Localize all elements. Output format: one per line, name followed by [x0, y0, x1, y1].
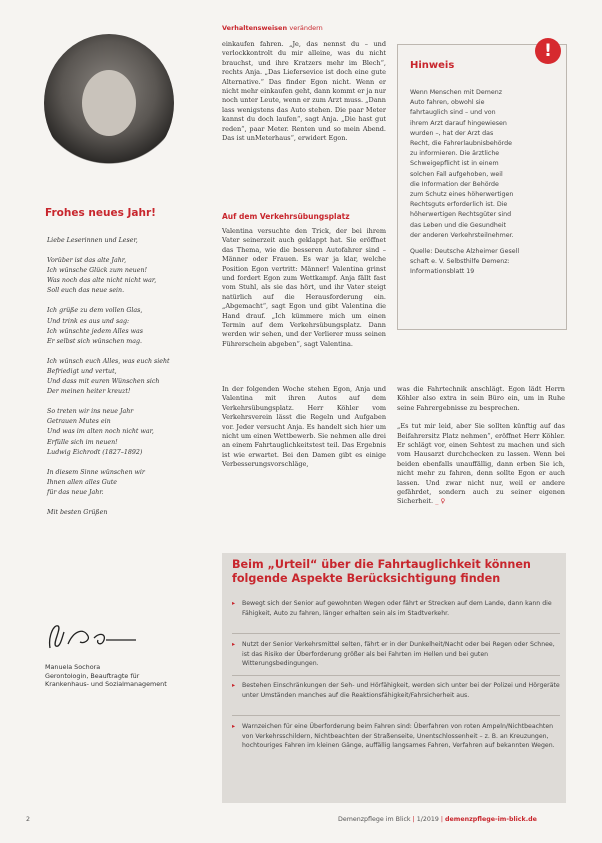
signer-name: Manuela Sochora	[45, 663, 101, 671]
poem-line: Ich grüße zu dem vollen Glas,	[47, 307, 143, 315]
fact-bullet: ▸ Bewegt sich der Senior auf gewohnten Wegen oder fährt er Strecken auf dem Lande, dann kann die Fähigkeit, Auto zu fahren, länger erhalten sein als im Stadtverkehr.	[232, 599, 560, 618]
kicker-section: Verhaltensweisen	[222, 24, 288, 32]
hinweis-line: Rechtsguts erforderlich ist. Die	[410, 201, 508, 209]
fact-bullet: ▸ Bestehen Einschränkungen der Seh- und Hörfähigkeit, werden sich unter bei der Polizei und Hörgeräte unter Umständen manches auf die Reaktionsfähigkeit/Fahrsicherheit aus.	[232, 681, 560, 700]
hinweis-line: der anderen Verkehrsteilnehmer.	[410, 231, 514, 239]
poem-line: Ich wünsch euch Alles, was euch sieht	[47, 357, 170, 365]
fact-box	[222, 553, 566, 803]
signer-role: Gerontologin, Beauftragte für	[45, 671, 140, 680]
end-mark: _ ♀	[435, 497, 446, 506]
salutation: Liebe Leserinnen und Leser,	[47, 237, 138, 244]
closing-line: In diesem Sinne wünschen wir	[47, 468, 145, 476]
page-number: 2	[26, 816, 31, 823]
hinweis-line: Recht, die Fahrerlaubnisbehörde	[410, 140, 513, 148]
poem-line: Und dass mit euren Wünschen sich	[47, 378, 160, 386]
divider	[232, 633, 560, 634]
poem-line: Was noch das alte nicht nicht war,	[47, 277, 157, 285]
kicker-sub: verändern	[289, 24, 323, 32]
article-subhead: Auf dem Verkehrsübungsplatz	[222, 212, 350, 221]
poem-line: Erfülle sich im neuen!	[47, 438, 118, 446]
regards: Mit besten Grüßen	[47, 508, 108, 516]
closing-line: Ihnen allen alles Gute	[47, 478, 118, 486]
footer-issue: 1/2019	[416, 816, 439, 823]
hinweis-line: das Leben und die Gesundheit	[410, 221, 506, 229]
section-kicker	[222, 24, 323, 32]
closing-line: für das neue Jahr.	[47, 488, 104, 496]
poem-author: Ludwig Eichrodt (1827–1892)	[47, 448, 143, 456]
hinweis-line: zu informieren. Die ärztliche	[410, 150, 500, 158]
poem-line: Getrauen Mutes ein	[47, 418, 111, 426]
hinweis-line: Wenn Menschen mit Demenz	[410, 89, 502, 96]
poem-line: Ich wünschte jedem Alles was	[47, 327, 143, 335]
hinweis-source: Informationsblatt 19	[410, 268, 475, 276]
article-column-2	[397, 385, 565, 507]
hinweis-line: wurden –, hat der Arzt das	[410, 129, 494, 137]
handwritten-signature	[44, 618, 140, 654]
hinweis-text	[410, 88, 560, 278]
article-paragraph: „Es tut mir leid, aber Sie sollten künftig auf das Beifahrersitz Platz nehmen“, eröffnet Herr Köhler. Er schlägt vor, einen Sehtest zu machen und sich vom Hausarzt durchchecken zu lassen. Wenn bei beiden ebenfalls unauffällig, dann erben Sie ich, nicht mehr zu fahren, denn sollte Egon er auch lassen. Und zwar nicht nur, weil er andere gefährdet, sondern auch zu seiner eigenen Sicherheit.	[397, 422, 565, 506]
hinweis-line: Schweigepflicht ist in einem	[410, 160, 499, 168]
hinweis-title: Hinweis	[410, 60, 455, 71]
poem-line: So treten wir ins neue Jahr	[47, 408, 134, 416]
article-paragraph: was die Fahrtechnik anschlägt. Egon lädt Herrn Köhler also extra in sein Büro ein, um in Ruhe seine Fahrergebnisse zu besprechen.	[397, 385, 565, 412]
article-paragraph: Valentina versuchte den Trick, der bei ihrem Vater seinerzeit auch geklappt hat. Sie eröffnet das Thema, wie die besseren Autofahrer sind – Männer oder Frauen. Es war ja klar, welche Position Egon vertritt: Männer! Valentina grinst und fordert Egon zum Wettkampf. Anja fällt fast vom Stuhl, als sie das hört, und ihr Vater steigt natürlich auf die Herausforderung ein. „Abgemacht“, sagt Egon und gibt Valentina die Hand drauf. „Ich kümmere mich um einen Termin auf dem Verkehrsübungsplatz. Dann werden wir sehen, und der Verlierer muss seinen Führerschein abgeben“, sagt Valentina.	[222, 227, 386, 348]
footer-line: Demenzpflege im Blick | 1/2019 | demenzpflege-im-blick.de	[338, 816, 537, 823]
fact-bullet: ▸ Warnzeichen für eine Überforderung beim Fahren sind: Überfahren von roten Ampeln/Nichtbeachten von Verkehrsschildern, Nichtbeachten der Straßenseite, Unentschlossenheit – z. B. an Kreuzungen, hochtouriges Fahren im kleinen Gänge, auffällig langsames Fahren, Verfahren auf bekannten Wegen.	[232, 722, 560, 751]
poem-line: Ich wünsche Glück zum neuen!	[47, 267, 148, 275]
hinweis-line: höherwertigen Rechtsgüter sind	[410, 211, 512, 219]
poem-line: Und was im alten noch nicht war,	[47, 428, 154, 436]
hinweis-line: die Information der Behörde	[410, 180, 499, 188]
fact-bullet: ▸ Nutzt der Senior Verkehrsmittel selten, fährt er in der Dunkelheit/Nacht oder bei Regen oder Schnee, ist das Risiko der Überforderung größer als bei Fahrten im Hellen und bei guten Witterungsbedingungen.	[232, 640, 560, 669]
author-photo	[44, 34, 174, 172]
signer-block	[45, 663, 215, 689]
article-column-1-bottom	[222, 385, 386, 479]
hinweis-line: zum Schutz eines höherwertigen	[410, 191, 514, 199]
signer-role: Krankenhaus- und Sozialmanagement	[45, 680, 167, 689]
exclamation-icon: !	[535, 38, 561, 64]
poem-line: Der meinen heiter kreuzt!	[47, 388, 131, 396]
poem-line: Und trink es aus und sag:	[47, 317, 130, 325]
hinweis-line: ihrem Arzt darauf hingewiesen	[410, 119, 507, 127]
hinweis-line: fahrtauglich sind – und von	[410, 109, 496, 117]
hinweis-line: Auto fahren, obwohl sie	[410, 99, 485, 107]
article-column-1-mid	[222, 227, 386, 358]
fact-box-title: Beim „Urteil“ über die Fahrtauglichkeit können folgende Aspekte Berücksichtigung finden	[232, 558, 531, 585]
hinweis-line: solchen Fall aufgehoben, weil	[410, 170, 503, 178]
article-paragraph: In der folgenden Woche stehen Egon, Anja und Valentina mit ihren Autos auf dem Verkehrsübungsplatz. Herr Köhler vom Verkehrsverein lässt die Regeln und Aufgaben vor. Jeder versucht Anja. Es handelt sich hier um nicht um einen Wettbewerb. Sie nehmen alle drei an einem Fahrtauglichkeitstest teil. Das Ergebnis ist wie erwartet. Bei den Damen gibt es einige Verbesserungsvorschläge,	[222, 385, 386, 469]
hinweis-source: Quelle: Deutsche Alzheimer Gesell	[410, 248, 520, 256]
poem-line: Er selbst sich wünschen mag.	[47, 337, 143, 345]
poem-line: Vorüber ist das alte Jahr,	[47, 257, 127, 265]
divider	[232, 715, 560, 716]
poem-line: Befriedigt und vertut,	[47, 367, 117, 375]
article-column-1	[222, 40, 386, 152]
footer-url[interactable]: demenzpflege-im-blick.de	[445, 816, 537, 823]
footer-brand: Demenzpflege im Blick	[338, 816, 411, 823]
divider	[232, 675, 560, 676]
poem-line: Soll euch das neue sein.	[47, 287, 125, 295]
greeting-poem	[47, 236, 212, 518]
hinweis-source: schaft e. V. Selbsthilfe Demenz:	[410, 258, 510, 266]
greeting-title: Frohes neues Jahr!	[45, 207, 156, 219]
article-paragraph: einkaufen fahren. „Je, das nennst du – und verlockkontrolt du mir alleine, was du nicht brauchst, und ihre Kratzers mehr im Blech“, rechts Anja. „Das Liefersevice ist doch eine gute Alternative.“ Das finder Egon nicht. Wenn er nicht mehr einkaufen geht, dann kommt er ja nur noch unter Leute, wenn er zum Arzt muss. „Dann lass wenigstens das Auto stehen. Die paar Meter kannst du doch laufen“, sagt Anja. „Die hast gut reden“, paar Meter. Renten und so mein Abend. Das ist unMeterhaus“, erwidert Egon.	[222, 40, 386, 143]
